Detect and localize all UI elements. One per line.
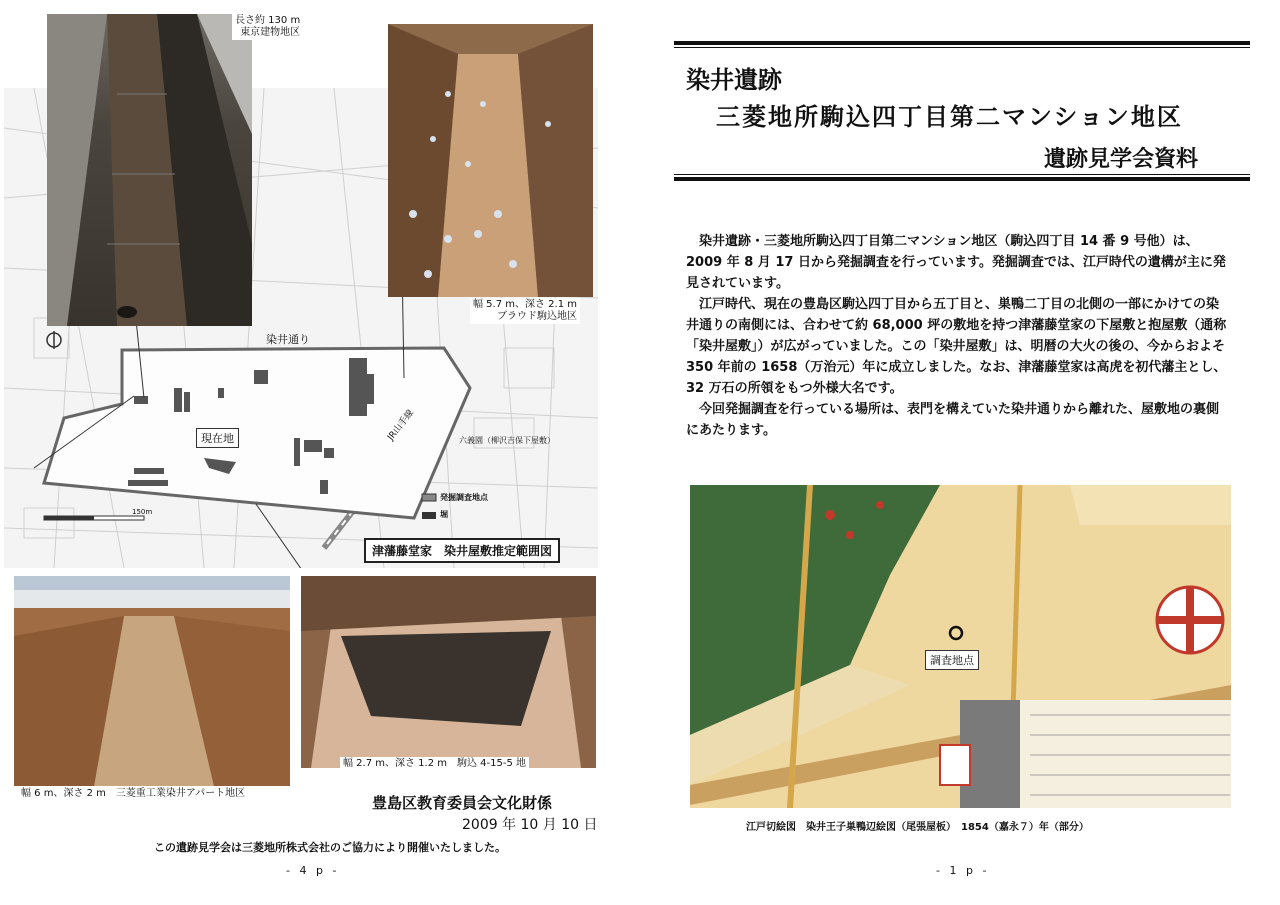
trench-photo-2-graphic [388,24,593,297]
trench-photo-komagome-4-15-5 [301,576,596,768]
trench-photo-4-graphic [301,576,596,768]
railway-label: JR山手線 [386,408,417,443]
legend-moat-label: 堀 [440,510,448,519]
trench-photo-mitsubishi-heavy [14,576,290,786]
title-line3: 遺跡見学会資料 [1044,146,1199,172]
photo2-caption-line1: 幅 5.7 m、深さ 2.1 m [473,299,578,310]
edo-map-caption: 江戸切絵図 染井王子巣鴨辺絵図（尾張屋板） 1854（嘉永７）年（部分） [746,822,1089,833]
event-date: 2009 年 10 月 10 日 [462,817,598,833]
photo1-caption-line1: 長さ約 130 m [235,15,301,26]
title-top-rule-thin [674,47,1250,48]
title-top-rule [674,41,1250,45]
trench-photo-1-graphic [47,14,252,326]
current-location-label: 現在地 [196,428,239,448]
photo1-caption [232,14,303,40]
organization-name: 豊島区教育委員会文化財係 [372,794,553,812]
body-text [686,231,1230,441]
title-line1: 染井遺跡 [686,65,782,94]
street-label: 染井通り [266,333,310,346]
title-bottom-rule-thin [674,174,1250,175]
legend-excavation-label: 発掘調査地点 [440,493,488,502]
garden-label: 六義園（柳沢吉保下屋敷） [459,436,555,445]
survey-point-label: 調査地点 [925,650,979,670]
title-line2: 三菱地所駒込四丁目第二マンション地区 [716,102,1183,131]
trench-photo-proud-komagome [388,24,593,297]
photo4-caption: 幅 2.7 m、深さ 1.2 m 駒込 4-15-5 地 [340,757,529,771]
edo-kirie-map [690,485,1231,808]
scale-label: 150m [132,508,153,516]
photo2-caption [470,298,580,324]
right-page-number: - 1 p - [936,864,990,877]
paragraph-1: 染井遺跡・三菱地所駒込四丁目第二マンション地区（駒込四丁目 14 番 9 号他）は、2009 年 8 月 17 日から発掘調査を行っています。発掘調査では、江戸時代の遺構が主に発見されています。 [686,234,1226,291]
trench-photo-tokyo-tatemono [47,14,252,326]
photo3-caption: 幅 6 m、深さ 2 m 三菱重工業染井アパート地区 [18,787,248,801]
photo2-caption-line2: ブラウド駒込地区 [497,311,578,322]
paragraph-3: 今回発掘調査を行っている場所は、表門を構えていた染井通りから離れた、屋敷地の裏側にあたります。 [686,402,1220,438]
left-page-number: - 4 p - [286,864,340,877]
paragraph-2: 江戸時代、現在の豊島区駒込四丁目から五丁目と、巣鴨二丁目の北側の一部にかけての染井通りの南側には、合わせて約 68,000 坪の敷地を持つ津藩藤堂家の下屋敷と抱屋敷（通称「染井屋敷」）が広がっていました。この「染井屋敷」は、明暦の大火の後の、今からおよそ 350 年前の 1658（万治元）年に成立しました。なお、津藩藤堂家は高虎を初代藩主とし、32 万石の所領をもつ外様大名です。 [686,297,1227,396]
photo1-caption-line2: 東京建物地区 [240,27,301,38]
map-title: 津藩藤堂家 染井屋敷推定範囲図 [364,538,560,563]
title-bottom-rule [674,177,1250,181]
edo-map-graphic [690,485,1231,808]
trench-photo-3-graphic [14,576,290,786]
cooperation-note: この遺跡見学会は三菱地所株式会社のご協力により開催いたしました。 [154,841,506,854]
